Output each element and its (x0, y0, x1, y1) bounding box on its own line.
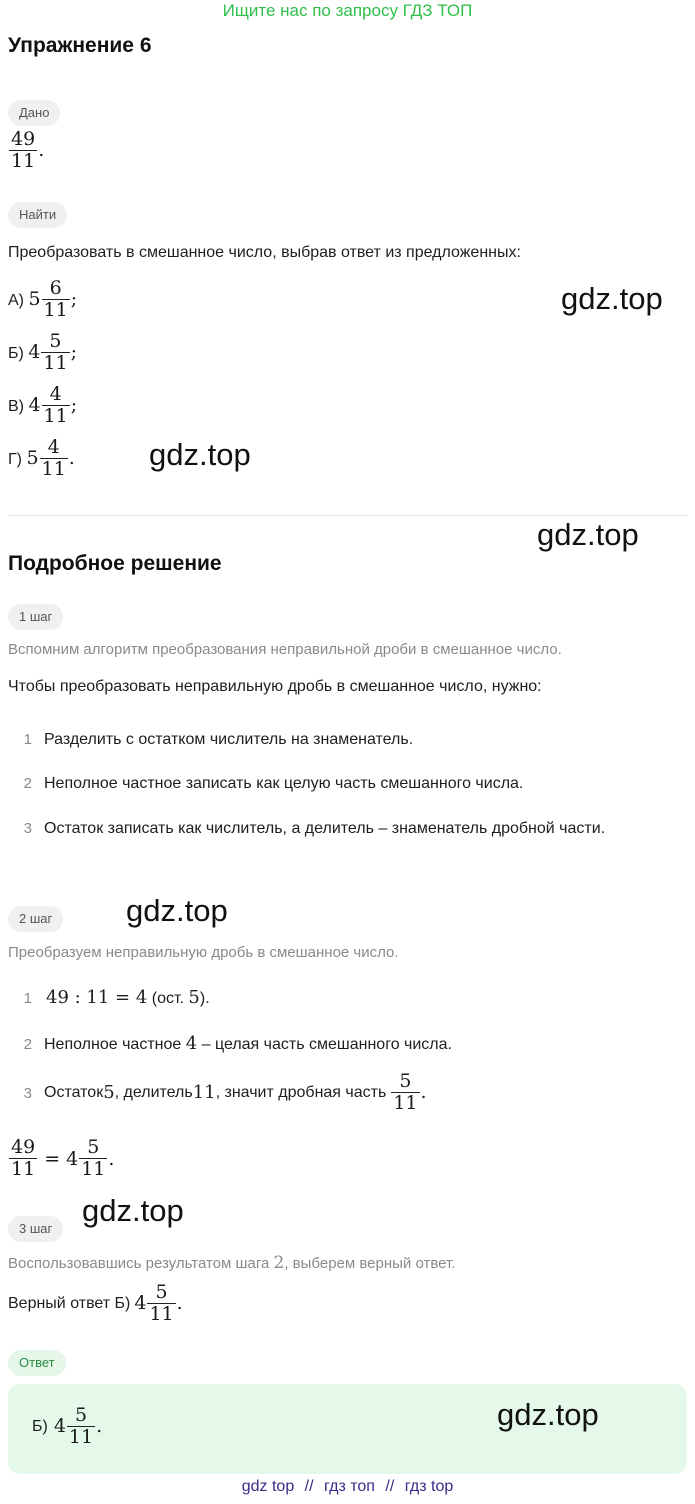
option-a (8, 278, 77, 322)
watermark: gdz.top (497, 1397, 599, 1432)
remainder-value: 5 (103, 1082, 115, 1104)
step3-label: 3 шаг (8, 1216, 63, 1242)
option-fraction (40, 437, 68, 481)
step1-intro: Чтобы преобразовать неправильную дробь в смешанное число, нужно: (8, 678, 542, 695)
option-end: ; (70, 287, 78, 310)
option-end: ; (70, 393, 78, 416)
list-number: 3 (23, 820, 32, 837)
option-whole: 4 (28, 340, 41, 363)
option-numerator: 4 (49, 383, 62, 405)
given-label: Дано (8, 100, 60, 126)
step2-item-1 (8, 987, 210, 1008)
step1-item (8, 775, 523, 793)
step1-badge (8, 604, 63, 630)
option-numerator: 4 (47, 436, 60, 458)
given-period: . (38, 138, 45, 161)
option-denominator: 11 (43, 404, 68, 427)
improper-fraction (9, 1137, 37, 1181)
step1-item (8, 731, 413, 749)
solution-title: Подробное решение (8, 552, 222, 575)
item-end: . (420, 1080, 427, 1103)
option-numerator: 5 (49, 330, 62, 352)
footer-separator: // (385, 1478, 395, 1495)
step1-item (8, 820, 605, 838)
list-number: 3 (23, 1084, 32, 1102)
step2-badge (8, 906, 63, 932)
step2-result (8, 1137, 114, 1181)
result-whole: 4 (66, 1147, 79, 1170)
item-text: Остаток (44, 1083, 104, 1101)
hint-text: Воспользовавшись результатом шага (8, 1255, 274, 1272)
section-divider (8, 515, 687, 516)
option-letter: В) (8, 397, 24, 415)
option-end: . (68, 446, 75, 469)
page-title: Упражнение 6 (8, 34, 152, 57)
answer-whole: 4 (134, 1291, 147, 1314)
watermark: gdz.top (82, 1193, 184, 1228)
option-b (8, 331, 77, 375)
watermark: gdz.top (561, 281, 663, 316)
item-text: – целая часть смешанного числа. (197, 1036, 452, 1053)
mixed-fraction (79, 1137, 107, 1181)
option-letter: Б) (8, 344, 24, 362)
item-text: Неполное частное (44, 1036, 186, 1053)
final-end: . (96, 1414, 103, 1437)
find-label: Найти (8, 202, 67, 228)
result-end: . (108, 1147, 115, 1170)
result-denominator: 11 (11, 1157, 36, 1180)
final-answer (32, 1405, 102, 1449)
option-g (8, 437, 75, 481)
answer-denominator: 11 (149, 1302, 174, 1325)
answer-letter: Б) (32, 1417, 48, 1435)
hint-step-number: 2 (273, 1253, 285, 1273)
list-number: 1 (23, 990, 32, 1007)
option-fraction (42, 278, 70, 322)
option-end: ; (70, 340, 77, 363)
watermark: gdz.top (537, 517, 639, 552)
step2-hint: Преобразуем неправильную дробь в смешанное число. (8, 944, 399, 961)
fraction-denominator: 11 (393, 1092, 418, 1115)
step1-hint: Вспомним алгоритм преобразования неправильной дроби в смешанное число. (8, 641, 562, 658)
watermark: gdz.top (149, 437, 251, 472)
item-text: , делитель (114, 1083, 193, 1101)
final-numerator: 5 (74, 1404, 88, 1426)
given-badge (8, 100, 60, 126)
option-whole: 4 (28, 393, 41, 416)
list-text: Остаток записать как числитель, а делитель – знаменатель дробной части. (44, 820, 606, 837)
footer-link-gdz-top[interactable]: gdz top (241, 1478, 295, 1495)
option-v (8, 384, 77, 428)
option-letter: Г) (8, 450, 22, 468)
option-letter: А) (8, 291, 24, 309)
option-denominator: 11 (43, 351, 68, 374)
given-numerator: 49 (11, 128, 36, 150)
quotient-value: 4 (185, 1033, 198, 1054)
answer-label: Ответ (8, 1350, 66, 1376)
hint-text: , выберем верный ответ. (284, 1255, 456, 1272)
divisor-value: 11 (192, 1082, 216, 1104)
step3-badge (8, 1216, 63, 1242)
step2-label: 2 шаг (8, 906, 63, 932)
find-task: Преобразовать в смешанное число, выбрав ответ из предложенных: (8, 244, 521, 261)
answer-badge (8, 1350, 66, 1376)
remainder-note-end: ). (199, 990, 210, 1007)
final-fraction (67, 1405, 95, 1449)
equals-sign: = (44, 1147, 61, 1170)
option-numerator: 6 (49, 277, 62, 299)
list-text: Разделить с остатком числитель на знаменатель. (44, 731, 414, 748)
remainder-value: 5 (188, 987, 200, 1008)
footer-separator: // (304, 1478, 314, 1495)
option-denominator: 11 (41, 457, 66, 480)
step2-item-2 (8, 1033, 452, 1054)
answer-numerator: 5 (155, 1281, 168, 1303)
option-whole: 5 (28, 287, 41, 310)
answer-fraction (147, 1282, 175, 1326)
division-expression: 49 : 11 = 4 (46, 987, 148, 1008)
mixed-numerator: 5 (87, 1136, 100, 1158)
final-whole: 4 (53, 1414, 66, 1437)
list-number: 2 (23, 1036, 32, 1053)
footer-link-gdz-top-ru[interactable]: гдз топ (324, 1478, 375, 1495)
search-banner: Ищите нас по запросу ГДЗ ТОП (222, 1, 473, 20)
option-whole: 5 (26, 446, 39, 469)
list-text: Неполное частное записать как целую часть смешанного числа. (44, 775, 524, 792)
remainder-note: (ост. (147, 990, 189, 1007)
step2-item-3 (8, 1068, 427, 1118)
mixed-denominator: 11 (81, 1157, 106, 1180)
footer-links (0, 1478, 695, 1496)
item-text: , значит дробная часть (215, 1083, 387, 1101)
given-denominator: 11 (11, 149, 36, 172)
step1-label: 1 шаг (8, 604, 63, 630)
step3-hint (8, 1253, 455, 1273)
fraction-numerator: 5 (399, 1070, 412, 1093)
list-number: 2 (23, 775, 32, 792)
final-denominator: 11 (68, 1425, 94, 1448)
option-fraction (41, 331, 69, 375)
watermark: gdz.top (126, 893, 228, 928)
answer-prefix: Верный ответ Б) (8, 1294, 131, 1312)
list-number: 1 (23, 731, 32, 748)
footer-link-gdz-top-mixed[interactable]: гдз top (404, 1478, 454, 1495)
fraction-part (391, 1071, 419, 1115)
option-denominator: 11 (43, 298, 68, 321)
result-numerator: 49 (11, 1136, 36, 1158)
option-fraction (42, 384, 70, 428)
given-fraction (9, 129, 37, 173)
find-badge (8, 202, 67, 228)
step3-answer (8, 1282, 183, 1326)
given-fraction-expr (8, 129, 44, 173)
answer-end: . (176, 1291, 183, 1314)
